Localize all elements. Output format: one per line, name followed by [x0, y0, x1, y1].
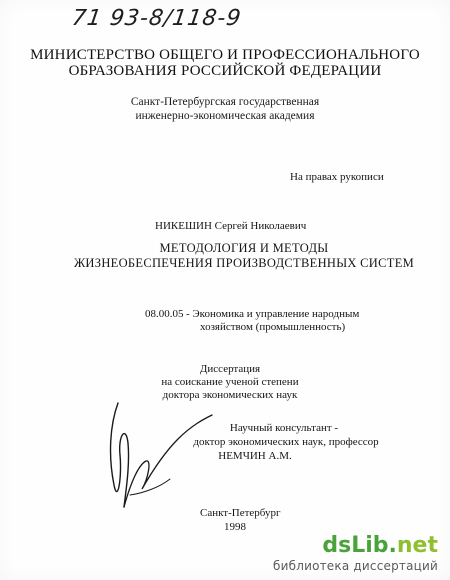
logo-tld: net — [396, 533, 438, 558]
logo-name: dsLib — [322, 533, 389, 558]
inventory-number: 71 93-8/118-9 — [70, 6, 244, 31]
year: 1998 — [224, 521, 246, 533]
ministry-line-2: ОБРАЗОВАНИЯ РОССИЙСКОЙ ФЕДЕРАЦИИ — [68, 63, 382, 79]
specialty-name-line-1: - Экономика и управление народным — [186, 308, 360, 320]
site-watermark — [273, 535, 438, 573]
academy-line-2: инженерно-экономическая академия — [135, 110, 315, 122]
watermark-subtitle: библиотека диссертаций — [273, 559, 438, 573]
dissertation-title-line-2: ЖИЗНЕОБЕСПЕЧЕНИЯ ПРОИЗВОДСТВЕННЫХ СИСТЕМ — [73, 256, 415, 270]
academy-line-1: Санкт-Петербургская государственная — [130, 96, 320, 108]
specialty-code: 08.00.05 — [145, 308, 184, 320]
consultant-line-1: Научный консультант - — [229, 422, 339, 434]
rights-note: На правах рукописи — [290, 171, 384, 183]
consultant-name: НЕМЧИН А.М. — [218, 450, 292, 462]
ministry-line-1: МИНИСТЕРСТВО ОБЩЕГО И ПРОФЕССИОНАЛЬНОГО — [30, 47, 420, 63]
logo-dot: . — [388, 533, 397, 558]
degree-line-2: на соискание ученой степени — [161, 376, 299, 388]
dslib-logo — [273, 535, 438, 557]
city: Санкт-Петербург — [200, 507, 281, 519]
dissertation-title-line-1: МЕТОДОЛОГИЯ И МЕТОДЫ — [159, 241, 329, 255]
degree-line-3: доктора экономических наук — [162, 389, 298, 401]
consultant-line-2: доктор экономических наук, профессор — [193, 436, 379, 448]
degree-line-1: Диссертация — [199, 363, 261, 375]
author-name: НИКЕШИН Сергей Николаевич — [155, 220, 307, 232]
specialty-name-line-2: хозяйством (промышленность) — [200, 321, 346, 333]
handwritten-signature — [100, 395, 240, 515]
